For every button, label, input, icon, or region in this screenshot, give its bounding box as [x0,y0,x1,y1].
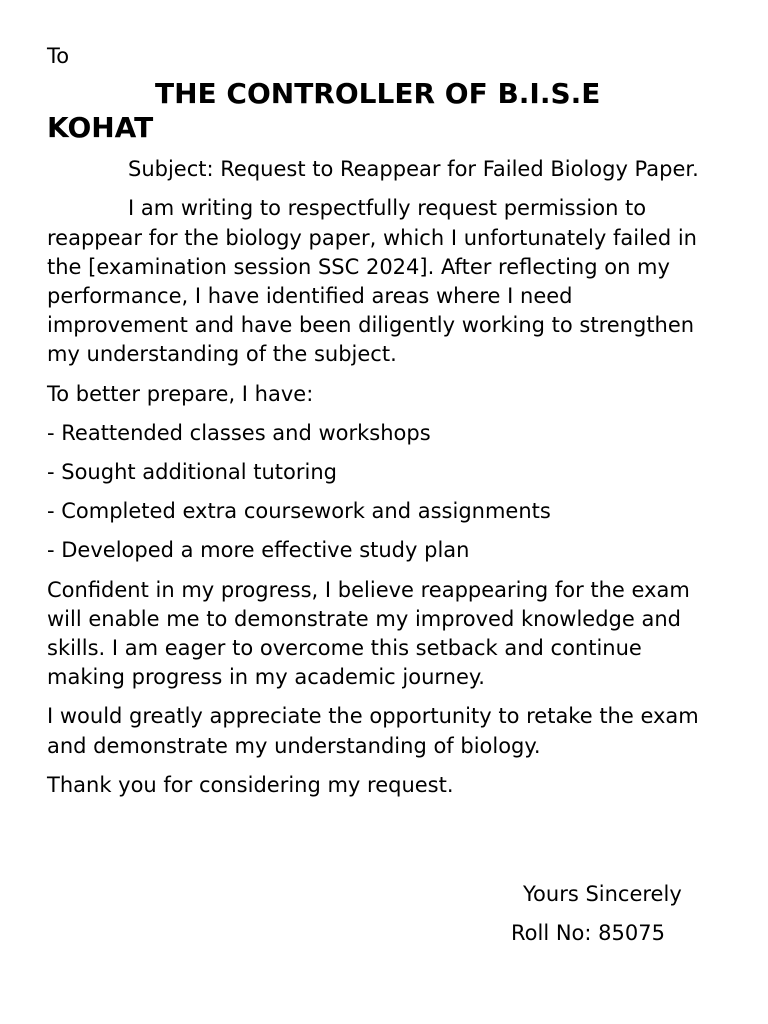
subject-line: Subject: Request to Reappear for Failed Biology Paper. [128,157,699,182]
thanks-line: Thank you for considering my request. [47,772,454,797]
closing-sincerely: Yours Sincerely [523,882,682,906]
list-item: - Developed a more effective study plan [47,538,470,563]
letter-body [47,42,711,800]
body-paragraph-3: I would greatly appreciate the opportunity to retake the exam and demonstrate my understanding of biology. [47,704,699,758]
prepare-intro: To better prepare, I have: [47,381,314,406]
recipient-title: THE CONTROLLER OF B.I.S.E [155,77,601,111]
list-item: - Sought additional tutoring [47,460,337,485]
recipient-heading [47,77,711,145]
recipient-location: KOHAT [47,111,154,145]
list-item: - Completed extra coursework and assignments [47,499,551,524]
list-item: - Reattended classes and workshops [47,420,431,445]
salutation-to: To [47,44,70,68]
body-paragraph-1: I am writing to respectfully request permission to reappear for the biology paper, which I unfortunately failed in the [examination session SSC 2024]. After reflecting on my performance, I have identified areas where I need improvement and have been diligently working to strengthen my understanding of the subject. [47,196,697,367]
roll-number: Roll No: 85075 [511,921,665,945]
body-paragraph-2: Confident in my progress, I believe reappearing for the exam will enable me to demonstrate my improved knowledge and skills. I am eager to overcome this setback and continue making progress in my academic journey. [47,577,690,690]
